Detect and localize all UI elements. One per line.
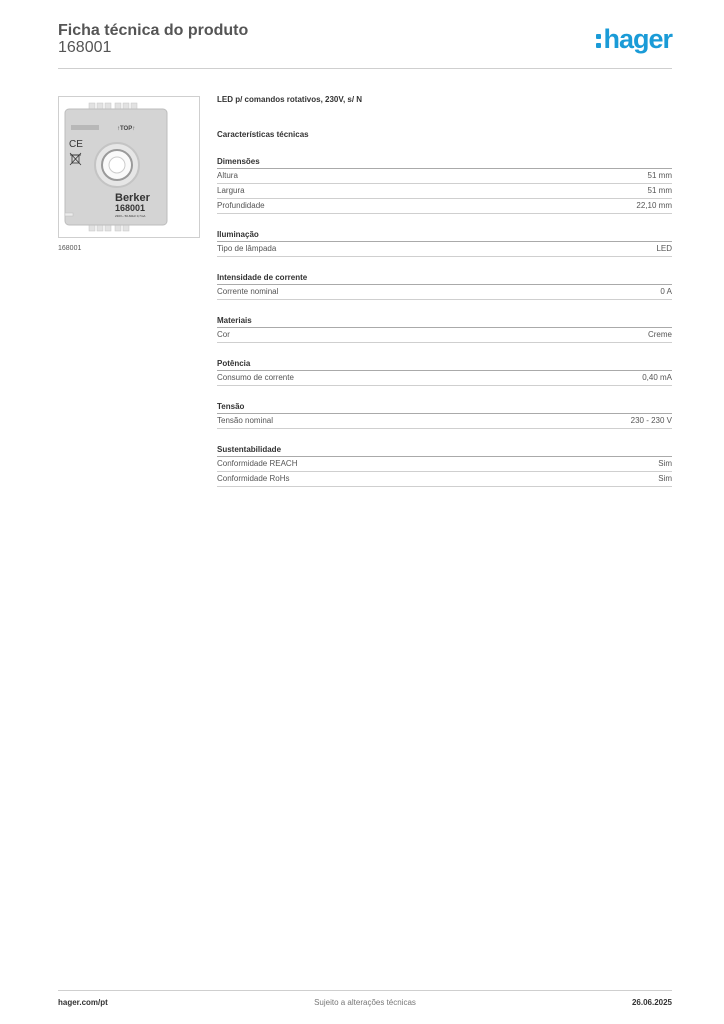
spec-value: LED — [656, 244, 672, 253]
ce-mark: CE — [69, 139, 83, 150]
logo-text: hager — [603, 24, 672, 54]
group-title: Potência — [217, 358, 672, 371]
spec-value: 230 - 230 V — [630, 416, 672, 425]
spec-label: Conformidade REACH — [217, 459, 298, 468]
footer-website-link[interactable]: hager.com/pt — [58, 998, 108, 1007]
spec-row — [217, 414, 672, 429]
spec-label: Cor — [217, 330, 230, 339]
spec-row — [217, 457, 672, 472]
spec-label: Altura — [217, 171, 238, 180]
spec-row — [217, 184, 672, 199]
spec-label: Largura — [217, 186, 245, 195]
spec-label: Profundidade — [217, 201, 265, 210]
weee-bin-icon — [70, 153, 81, 165]
spec-row — [217, 371, 672, 386]
spec-content — [217, 95, 672, 487]
spec-value: 22,10 mm — [636, 201, 672, 210]
group-title: Sustentabilidade — [217, 444, 672, 457]
spec-row — [217, 472, 672, 487]
header-divider — [58, 68, 672, 69]
footer-divider — [58, 990, 672, 991]
spec-value: Sim — [658, 459, 672, 468]
product-number: 168001 — [58, 39, 112, 56]
spec-row — [217, 285, 672, 300]
brand-label: Berker — [115, 192, 150, 204]
group-sustentabilidade — [217, 444, 672, 487]
group-iluminacao — [217, 229, 672, 257]
model-label: 168001 — [115, 203, 146, 213]
spec-value: Sim — [658, 474, 672, 483]
page-title: Ficha técnica do produto — [58, 22, 249, 39]
page-footer — [58, 998, 672, 1010]
group-intensidade-de-corrente — [217, 272, 672, 300]
spec-value: 0 A — [660, 287, 672, 296]
logo-dots-icon — [596, 34, 601, 48]
spec-row — [217, 328, 672, 343]
spec-value: 51 mm — [647, 186, 672, 195]
led-module-illustration — [59, 97, 199, 237]
spec-label: Consumo de corrente — [217, 373, 294, 382]
footer-date: 26.06.2025 — [631, 998, 672, 1007]
group-potencia — [217, 358, 672, 386]
top-label: ↑TOP↑ — [117, 126, 136, 132]
group-title: Intensidade de corrente — [217, 272, 672, 285]
group-title: Iluminação — [217, 229, 672, 242]
image-caption: 168001 — [58, 245, 82, 252]
group-tensao — [217, 401, 672, 429]
spec-value: 51 mm — [647, 171, 672, 180]
spec-row — [217, 169, 672, 184]
group-title: Tensão — [217, 401, 672, 414]
product-description: LED p/ comandos rotativos, 230V, s/ N — [217, 95, 363, 104]
group-dimensoes — [217, 156, 672, 214]
section-title: Características técnicas — [217, 130, 309, 139]
group-title: Dimensões — [217, 156, 672, 169]
spec-label: Tipo de lâmpada — [217, 244, 277, 253]
page-header — [58, 20, 672, 70]
spec-label: Conformidade RoHs — [217, 474, 290, 483]
spec-row — [217, 242, 672, 257]
spec-label: Corrente nominal — [217, 287, 279, 296]
spec-row — [217, 199, 672, 214]
group-title: Materiais — [217, 315, 672, 328]
spec-label: Tensão nominal — [217, 416, 274, 425]
spec-value: 0,40 mA — [642, 373, 672, 382]
rating-label: 230V~ 50-60Hz 0,7mA — [115, 214, 146, 218]
hager-logo — [596, 24, 672, 54]
product-image — [58, 96, 200, 238]
group-materiais — [217, 315, 672, 343]
spec-value: Creme — [647, 330, 672, 339]
footer-notice: Sujeito a alterações técnicas — [314, 998, 416, 1007]
